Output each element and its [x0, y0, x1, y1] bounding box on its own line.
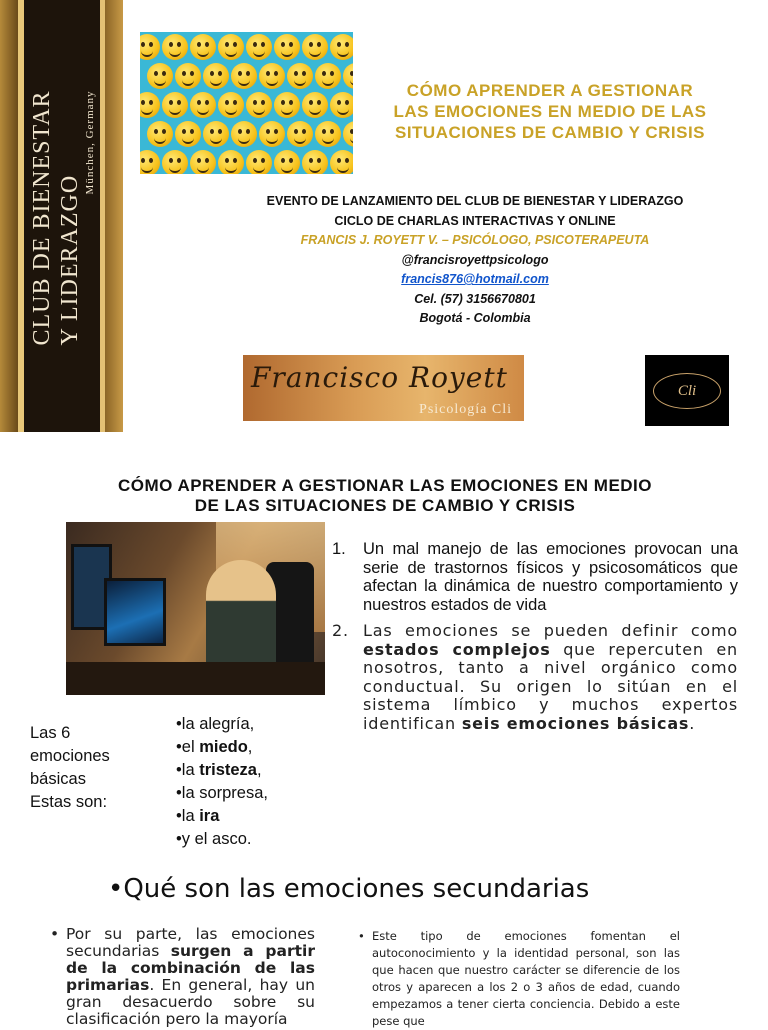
- emoji-face-icon: [259, 121, 285, 147]
- social-handle: @francisroyettpsicologo: [401, 252, 549, 267]
- list-item-text: que repercuten en nosotros, tanto a nivel orgánico como conductual. Su origen lo sitúan en el sistema límbico y muchos expertos identifican: [363, 639, 738, 733]
- emoji-face-icon: [218, 34, 244, 60]
- left-column: [50, 926, 315, 1028]
- list-number: 1.: [332, 540, 346, 558]
- cli-logo-text: Cli: [677, 382, 697, 399]
- signature-text: Francisco Royett: [251, 361, 508, 394]
- emoji-face-icon: [175, 121, 201, 147]
- list-number: 2.: [332, 621, 349, 640]
- emoji-face-icon: [231, 63, 257, 89]
- bullet-paragraph: • Por su parte, las emociones secundarias surgen a partir de la combinación de las primarias. En general, hay un gran desacuerdo sobre su clasificación pero la mayoría: [50, 925, 315, 1028]
- emoji-face-icon: [302, 34, 328, 60]
- emoji-face-icon: [315, 121, 341, 147]
- emoji-face-icon: [330, 34, 353, 60]
- right-column: [358, 928, 680, 1030]
- emoji-face-icon: [246, 92, 272, 118]
- emoji-face-icon: [190, 34, 216, 60]
- emotion-item: •la tristeza,: [176, 761, 262, 779]
- label-line: básicas: [30, 770, 86, 788]
- emoji-face-icon: [330, 92, 353, 118]
- emoji-face-icon: [175, 63, 201, 89]
- signature-logo: [243, 355, 524, 421]
- emoji-face-icon: [287, 63, 313, 89]
- bullet-icon: •: [358, 929, 365, 943]
- basic-emotions-list: [176, 713, 268, 851]
- secondary-emotions-heading: •Qué son las emociones secundarias: [108, 874, 590, 904]
- basic-emotions-label: [30, 722, 110, 814]
- emoji-face-icon: [302, 150, 328, 174]
- emoji-face-icon: [274, 92, 300, 118]
- city: Bogotá - Colombia: [419, 311, 531, 325]
- emoji-face-icon: [287, 121, 313, 147]
- emotion-item: •y el asco.: [176, 830, 252, 848]
- woman-at-computer-photo: [66, 522, 325, 695]
- numbered-list: [332, 540, 738, 733]
- bullet-paragraph: • Este tipo de emociones fomentan el autoconocimiento y la identidad personal, son las que hacen que nuestro carácter se diferencie de los otros y aparecen a los 2 o 3 años de edad, cuando empezamos a tener cierta conciencia. Debido a este pese que: [358, 929, 680, 1028]
- label-line: Estas son:: [30, 793, 108, 811]
- event-line: EVENTO DE LANZAMIENTO DEL CLUB DE BIENESTAR Y LIDERAZGO: [266, 194, 684, 208]
- emoji-face-icon: [259, 63, 285, 89]
- banner-location: München, Germany: [84, 90, 96, 195]
- emoji-face-icon: [302, 92, 328, 118]
- emoji-face-icon: [274, 150, 300, 174]
- list-item: [332, 622, 738, 733]
- title-line-1: CÓMO APRENDER A GESTIONAR: [406, 81, 694, 100]
- banner-text: [28, 90, 96, 345]
- emoji-face-icon: [218, 92, 244, 118]
- list-item: [332, 540, 738, 614]
- section-title-line-1: CÓMO APRENDER A GESTIONAR LAS EMOCIONES EN MEDIO: [117, 476, 653, 495]
- list-item-text: Las emociones se pueden definir como: [363, 621, 738, 640]
- emoji-face-icon: [162, 92, 188, 118]
- emoji-face-icon: [203, 121, 229, 147]
- title-line-3: SITUACIONES DE CAMBIO Y CRISIS: [394, 123, 706, 142]
- list-item-bold: seis emociones básicas: [461, 713, 690, 733]
- emoji-face-icon: [190, 150, 216, 174]
- banner-line2: Y LIDERAZGO: [57, 174, 83, 346]
- cli-logo: [645, 355, 729, 426]
- emoji-face-icon: [231, 121, 257, 147]
- emoji-collage-image: [140, 32, 353, 174]
- emoji-face-icon: [343, 63, 353, 89]
- emoji-face-icon: [246, 34, 272, 60]
- list-item-text: Un mal manejo de las emociones provocan una serie de trastornos físicos y psicosomáticos que afectan la dinámica de nuestro comportamiento y nuestros estados de vida: [363, 540, 738, 614]
- emoji-face-icon: [203, 63, 229, 89]
- phone-number: Cel. (57) 3156670801: [414, 291, 536, 306]
- section-title: [40, 476, 730, 516]
- event-info: [200, 192, 750, 329]
- list-item-bold: estados complejos: [363, 639, 551, 659]
- title-line-2: LAS EMOCIONES EN MEDIO DE LAS: [393, 102, 707, 121]
- emotion-item: •la ira: [176, 807, 220, 825]
- emotion-item: •la alegría,: [176, 715, 255, 733]
- emoji-face-icon: [140, 150, 160, 174]
- emoji-face-icon: [140, 92, 160, 118]
- email-link[interactable]: francis876@hotmail.com: [401, 272, 549, 286]
- label-line: emociones: [30, 747, 110, 765]
- banner-line1: CLUB DE BIENESTAR: [29, 90, 55, 346]
- emoji-face-icon: [274, 34, 300, 60]
- emoji-face-icon: [140, 34, 160, 60]
- emoji-face-icon: [147, 63, 173, 89]
- label-line: Las 6: [30, 724, 71, 742]
- emoji-face-icon: [330, 150, 353, 174]
- signature-subtitle: Psicología Cli: [419, 402, 512, 417]
- emoji-face-icon: [246, 150, 272, 174]
- list-item-text: .: [689, 713, 696, 733]
- emoji-face-icon: [343, 121, 353, 147]
- emoji-face-icon: [162, 34, 188, 60]
- emoji-face-icon: [147, 121, 173, 147]
- emoji-face-icon: [190, 92, 216, 118]
- emoji-face-icon: [162, 150, 188, 174]
- emotion-item: •el miedo,: [176, 738, 253, 756]
- emoji-face-icon: [315, 63, 341, 89]
- speaker-name: FRANCIS J. ROYETT V. – PSICÓLOGO, PSICOTERAPEUTA: [300, 233, 650, 247]
- event-series: CICLO DE CHARLAS INTERACTIVAS Y ONLINE: [334, 213, 616, 228]
- club-banner: [0, 0, 123, 432]
- bullet-icon: •: [50, 925, 60, 943]
- emoji-face-icon: [218, 150, 244, 174]
- emotion-item: •la sorpresa,: [176, 784, 268, 802]
- main-title: [355, 80, 745, 143]
- section-title-line-2: DE LAS SITUACIONES DE CAMBIO Y CRISIS: [194, 496, 576, 515]
